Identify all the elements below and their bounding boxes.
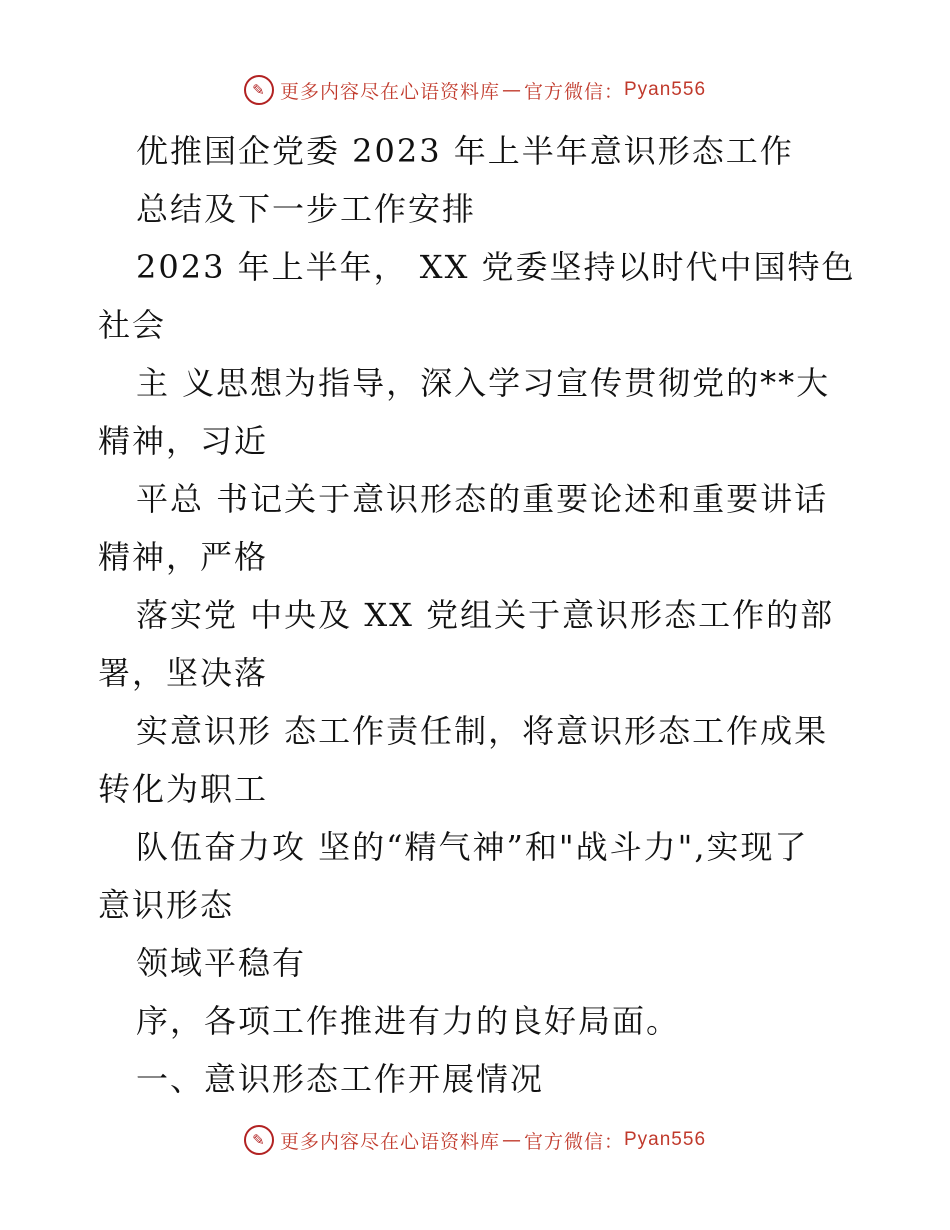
doc-line-10: 署，坚决落 (98, 654, 269, 692)
watermark-label: 官方微信： (523, 1130, 624, 1153)
doc-line-15: 领域平稳有 (136, 944, 307, 982)
watermark-site-text: 更多内容尽在心语资料库 (279, 1130, 500, 1153)
doc-line-5: 主 义思想为指导，深入学习宣传贯彻党的**大 (136, 364, 831, 402)
watermark-footer (0, 1122, 950, 1158)
doc-line-11: 实意识形 态工作责任制，将意识形态工作成果 (136, 712, 829, 750)
watermark-id: Pyan556 (624, 79, 707, 100)
doc-line-9: 落实党 中央及 XX 党组关于意识形态工作的部 (136, 596, 835, 634)
doc-line-6: 精神，习近 (98, 422, 269, 460)
watermark-logo-icon: ✎ (244, 1125, 274, 1155)
watermark-header (0, 72, 950, 108)
doc-line-14: 意识形态 (98, 886, 235, 924)
document-body (98, 122, 858, 1108)
doc-line-8: 精神，严格 (98, 538, 269, 576)
doc-line-7: 平总 书记关于意识形态的重要论述和重要讲话 (136, 480, 829, 518)
watermark-dash: — (501, 1129, 522, 1151)
watermark-label: 官方微信： (523, 80, 624, 103)
doc-line-12: 转化为职工 (98, 770, 269, 808)
watermark-dash: — (501, 79, 522, 101)
doc-line-3: 2023 年上半年， XX 党委坚持以时代中国特色 (136, 248, 856, 286)
doc-line-13: 队伍奋力攻 坚的“精气神”和"战斗力",实现了 (136, 828, 809, 866)
watermark-site-text: 更多内容尽在心语资料库 (279, 80, 500, 103)
doc-line-1: 优推国企党委 2023 年上半年意识形态工作 (136, 132, 794, 170)
doc-line-16: 序，各项工作推进有力的良好局面。 (136, 1002, 681, 1040)
section-heading-1: 一、意识形态工作开展情况 (136, 1060, 545, 1098)
watermark-logo-icon: ✎ (244, 75, 274, 105)
doc-line-4: 社会 (98, 306, 167, 344)
watermark-id: Pyan556 (624, 1129, 707, 1150)
doc-line-2: 总结及下一步工作安排 (136, 190, 477, 228)
